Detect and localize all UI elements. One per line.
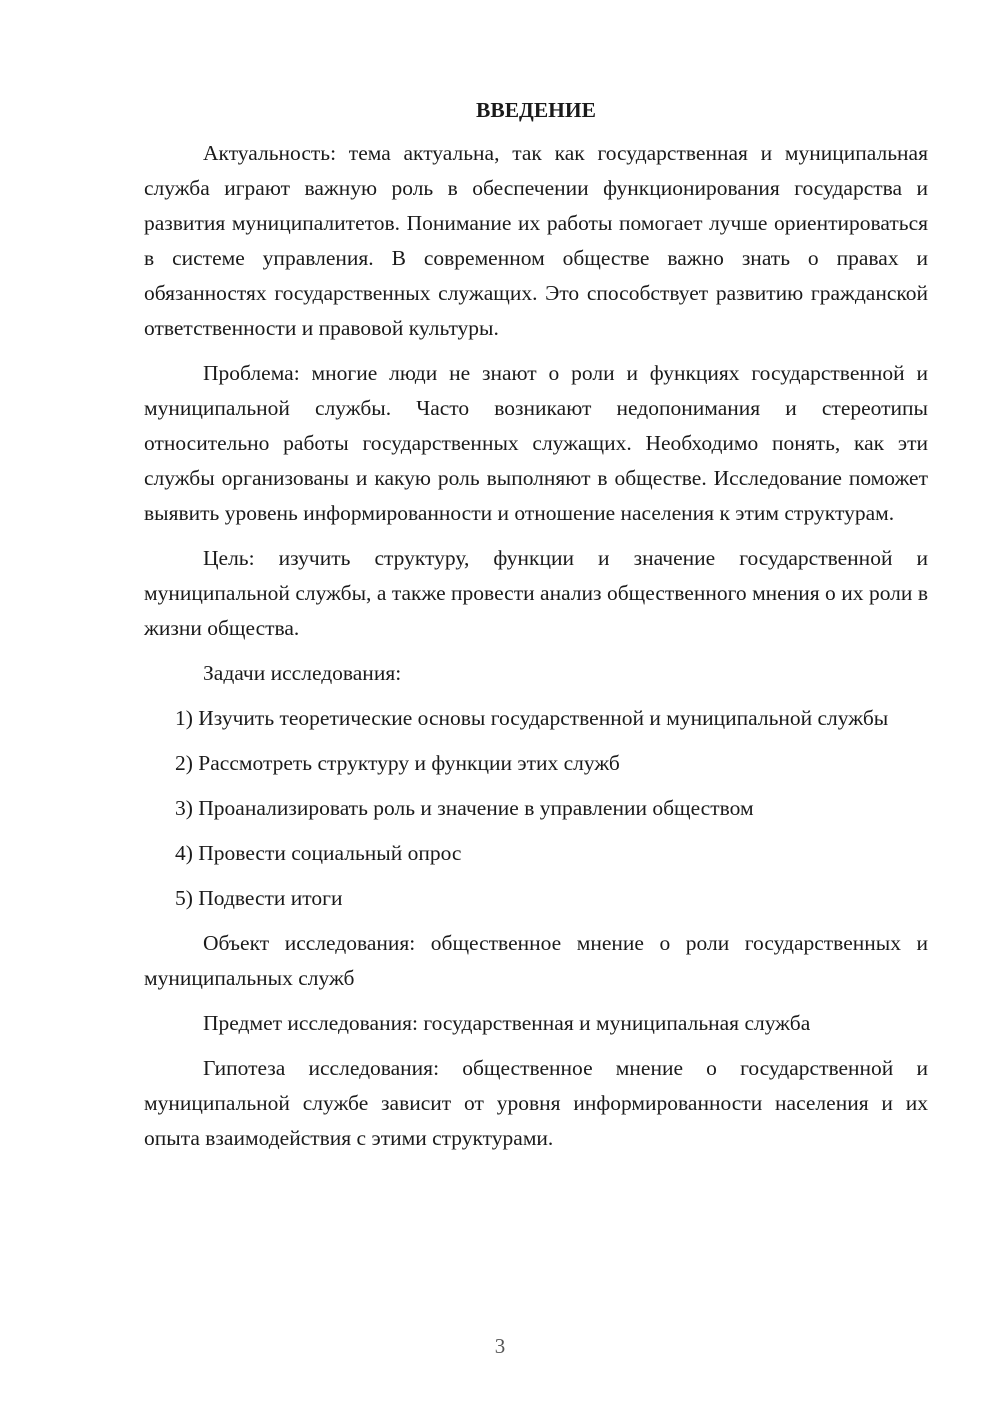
paragraph-relevance: Актуальность: тема актуальна, так как государственная и муниципальная служба играют важную роль в обеспечении функционирования государства и развития муниципалитетов. Понимание их работы помогает лучше ориентироваться в системе управления. В современном обществе важно знать о правах и обязанностях государственных служащих. Это способствует развитию гражданской ответственности и правовой культуры. xyxy=(144,141,928,340)
paragraph-goal: Цель: изучить структуру, функции и значение государственной и муниципальной службы, а также провести анализ общественного мнения о их роли в жизни общества. xyxy=(144,546,928,640)
page-title: ВВЕДЕНИЕ xyxy=(476,98,596,122)
list-item: 3) Проанализировать роль и значение в управлении обществом xyxy=(175,796,754,820)
list-item: 2) Рассмотреть структуру и функции этих служб xyxy=(175,751,620,775)
tasks-list xyxy=(144,701,928,916)
list-item: 1) Изучить теоретические основы государственной и муниципальной службы xyxy=(175,706,889,730)
list-item: 5) Подвести итоги xyxy=(175,886,343,910)
paragraph-object: Объект исследования: общественное мнение о роли государственных и муниципальных служб xyxy=(144,931,928,990)
paragraph-hypothesis: Гипотеза исследования: общественное мнение о государственной и муниципальной службе зависит от уровня информированности населения и их опыта взаимодействия с этими структурами. xyxy=(144,1056,928,1150)
page-number: 3 xyxy=(494,1334,506,1358)
paragraph-subject: Предмет исследования: государственная и муниципальная служба xyxy=(203,1011,811,1035)
list-item: 4) Провести социальный опрос xyxy=(175,841,462,865)
tasks-heading: Задачи исследования: xyxy=(203,661,402,685)
paragraph-problem: Проблема: многие люди не знают о роли и функциях государственной и муниципальной службы. Часто возникают недопонимания и стереотипы относительно работы государственных служащих. Необходимо понять, как эти службы организованы и какую роль выполняют в обществе. Исследование поможет выявить уровень информированности и отношение населения к этим структурам. xyxy=(144,361,928,525)
document-page xyxy=(144,96,928,1166)
